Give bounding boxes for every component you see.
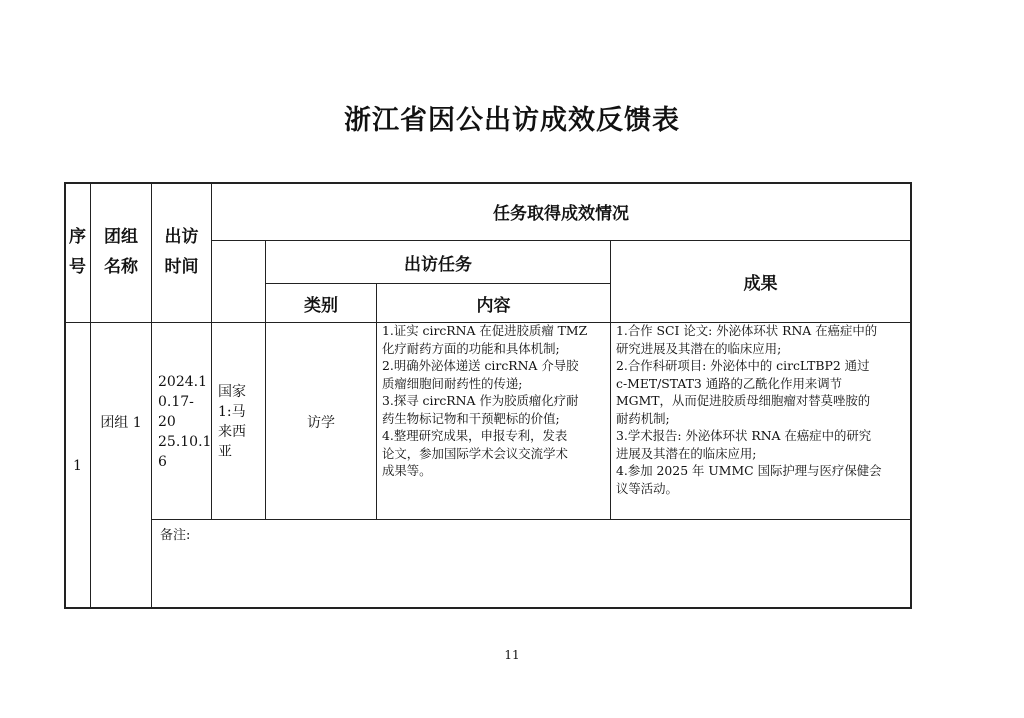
results-line: 议等活动。 (616, 480, 678, 496)
document-title: 浙江省因公出访成效反馈表 (344, 105, 680, 136)
results-line: MGMT，从而促进胶质母细胞瘤对替莫唑胺的 (616, 393, 871, 408)
table-border-right (910, 182, 912, 609)
table-border-bottom (64, 607, 911, 609)
results-line: 4.参加 2025 年 UMMC 国际护理与医疗保健会 (616, 463, 882, 478)
header-results: 成果 (743, 274, 778, 294)
visit-time-line: 2024.1 (158, 373, 207, 390)
header-group-name-line: 团组 (104, 227, 138, 247)
results-line: 3.学术报告: 外泌体环状 RNA 在癌症中的研究 (616, 428, 872, 443)
content-line: 论文，参加国际学术会议交流学术 (382, 445, 568, 461)
header-visit-task: 出访任务 (404, 254, 472, 275)
content-line: 4.整理研究成果，申报专利，发表 (382, 428, 568, 443)
row-visit-time (152, 323, 211, 520)
results-line: 研究进展及其潜在的临床应用; (616, 340, 782, 356)
header-seq-line: 序 (69, 227, 86, 247)
header-seq-line: 号 (69, 257, 86, 277)
remarks-label: 备注: (160, 528, 191, 543)
country-line: 1:马 (218, 403, 246, 420)
row-category: 访学 (307, 414, 335, 431)
country-line: 国家 (218, 383, 246, 400)
row-content (382, 322, 606, 480)
content-line: 1.证实 circRNA 在促进胶质瘤 TMZ (382, 323, 588, 338)
header-category: 类别 (304, 295, 338, 316)
content-line: 2.明确外泌体递送 circRNA 介导胶 (382, 358, 579, 373)
content-line: 成果等。 (382, 463, 432, 478)
visit-time-line: 25.10.1 (158, 433, 212, 450)
country-line: 亚 (218, 443, 232, 460)
header-content: 内容 (476, 295, 511, 316)
header-seq (64, 182, 91, 322)
row-country (212, 323, 265, 520)
header-group-name (91, 182, 151, 322)
results-line: 耐药机制; (616, 410, 670, 426)
header-group-name-line: 名称 (104, 257, 138, 277)
visit-time-line: 0.17-20 (158, 393, 194, 430)
row-results (616, 322, 906, 497)
header-visit-time-line: 出访 (164, 227, 199, 247)
header-visit-time-line: 时间 (164, 257, 199, 277)
row-group-name: 团组 1 (100, 414, 142, 431)
content-line: 质瘤细胞间耐药性的传递; (382, 375, 523, 391)
results-line: c-MET/STAT3 通路的乙酰化作用来调节 (616, 375, 843, 391)
content-line: 3.探寻 circRNA 作为胶质瘤化疗耐 (382, 393, 579, 408)
header-task-results: 任务取得成效情况 (493, 203, 629, 224)
page-number: 11 (504, 648, 520, 662)
content-line: 化疗耐药方面的功能和具体机制; (382, 340, 560, 356)
row-divider (151, 519, 911, 520)
results-line: 1.合作 SCI 论文: 外泌体环状 RNA 在癌症中的 (616, 323, 878, 338)
results-line: 2.合作科研项目: 外泌体中的 circLTBP2 通过 (616, 358, 870, 373)
row-seq: 1 (73, 458, 82, 474)
country-line: 来西 (218, 423, 246, 440)
visit-time-line: 6 (158, 453, 167, 470)
content-line: 药生物标记物和干预靶标的价值; (382, 410, 560, 426)
header-visit-time (152, 182, 211, 322)
results-line: 进展及其潜在的临床应用; (616, 445, 757, 461)
